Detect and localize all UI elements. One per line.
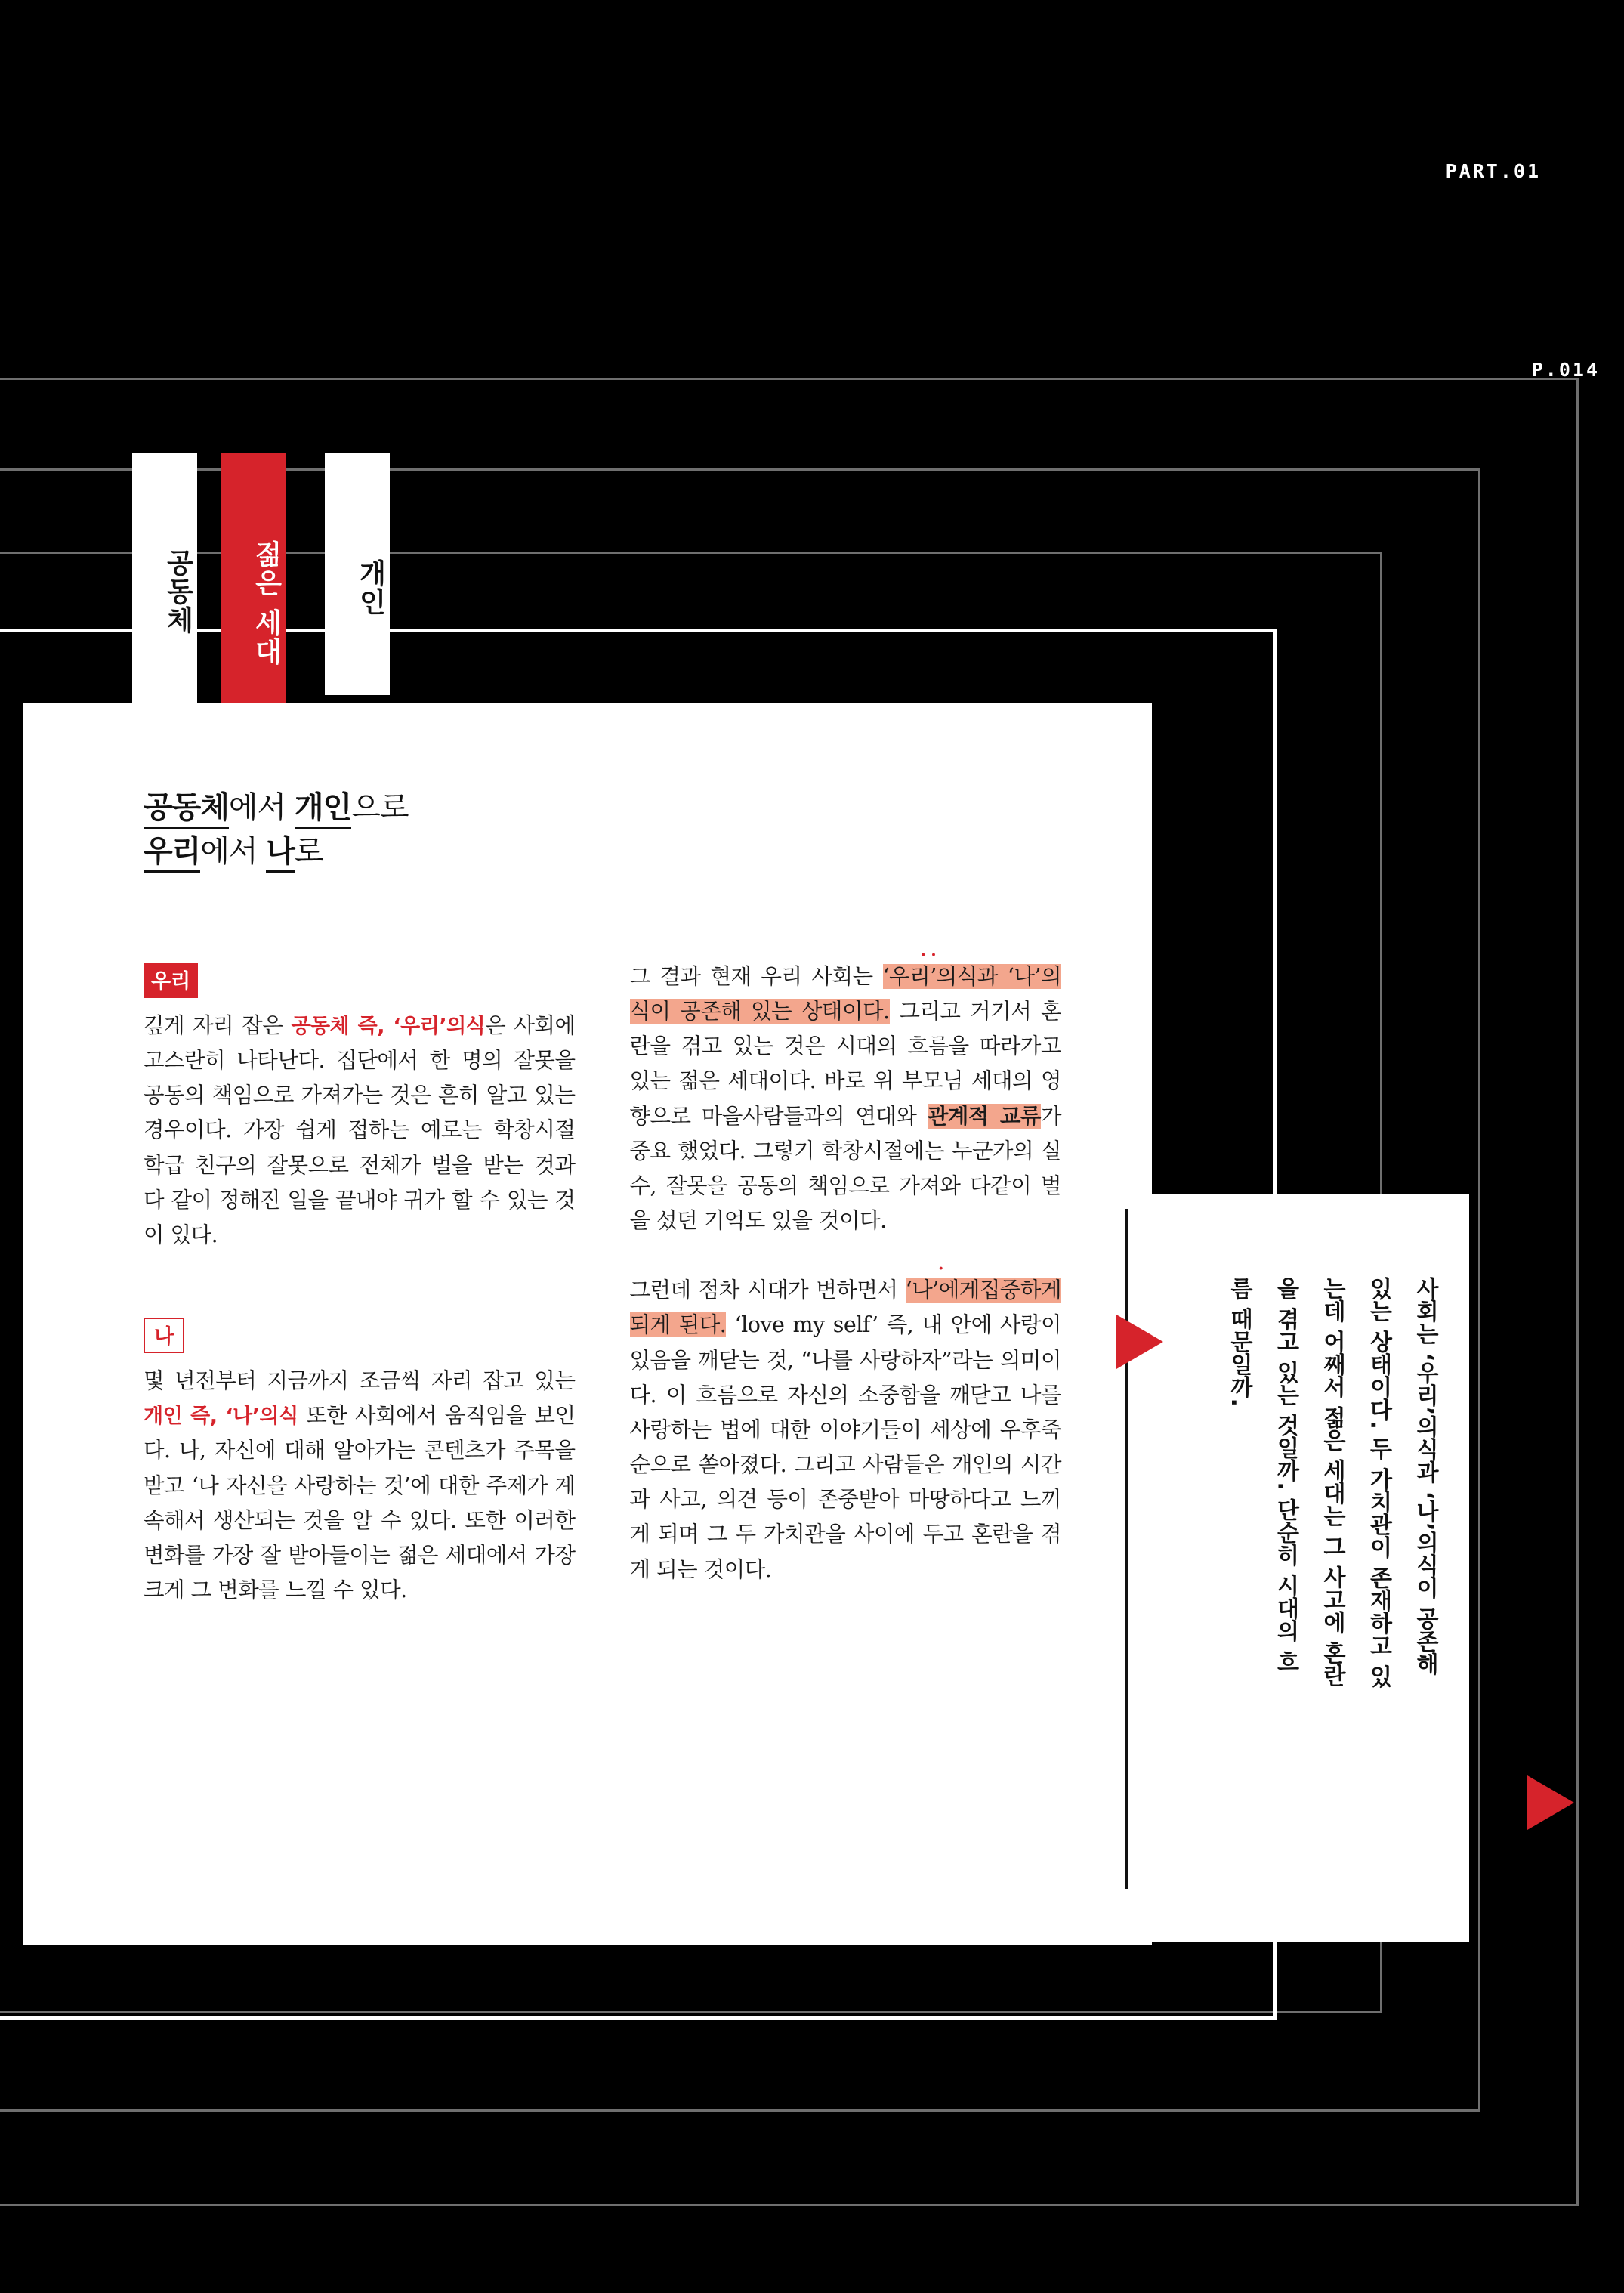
white-frame-line-bottom bbox=[0, 2016, 1277, 2020]
quote-line-4: 을 겪고 있는 것일까. 단순히 시대의 흐 bbox=[1272, 1277, 1299, 1673]
para-focus-a: 그런데 점차 시대가 변하면서 bbox=[629, 1278, 906, 1303]
quote-line-3: 는데 어째서 젊은 세대는 그 사고에 혼란 bbox=[1319, 1277, 1345, 1687]
quote-line-1: 사회는 ‘우리’의식과 ‘나’의식이 공존해 bbox=[1412, 1277, 1438, 1675]
part-label: PART.01 bbox=[1445, 160, 1541, 182]
para-we-emphasis: 공동체 즉, ‘우리’의식 bbox=[291, 1015, 486, 1038]
frame-line-vertical-right2 bbox=[1478, 468, 1480, 2112]
para-focus-highlight-1: ‘나’에게 · bbox=[906, 1278, 980, 1303]
paragraph-me bbox=[144, 1364, 576, 1608]
section-tag-we: 우리 bbox=[144, 963, 198, 998]
para-me-emphasis: 개인 즉, ‘나’의식 bbox=[144, 1405, 298, 1429]
headline-keyword-me: 나 bbox=[266, 834, 295, 873]
headline-line-2 bbox=[144, 830, 1061, 873]
para-coex-highlight-2: 과 ‘나’의식이 공존해 있는 상태이다. bbox=[629, 964, 1061, 1024]
headline-keyword-individual: 개인 bbox=[295, 790, 351, 829]
pull-quote-panel bbox=[1152, 1194, 1469, 1942]
paragraph-coexistence bbox=[630, 960, 1062, 1238]
frame-line-vertical-right bbox=[1576, 378, 1579, 2206]
paragraph-we bbox=[144, 1009, 576, 1253]
column-divider bbox=[1125, 1209, 1128, 1889]
para-coex-a: 그 결과 현재 우리 사회는 bbox=[629, 964, 883, 989]
triangle-marker-bottom bbox=[1527, 1775, 1574, 1830]
tab-young-generation[interactable]: 젊은 세대 bbox=[221, 453, 286, 725]
headline-text-3: 에서 bbox=[200, 834, 267, 869]
headline-keyword-community: 공동체 bbox=[144, 790, 229, 829]
section-tag-me: 나 bbox=[144, 1318, 184, 1353]
headline-keyword-we: 우리 bbox=[144, 834, 200, 873]
left-column bbox=[144, 963, 576, 1642]
paragraph-focus-on-me bbox=[630, 1273, 1062, 1587]
para-coex-c: 가 중요 했었다. 그렇기 학창시절에는 누군가의 실수, 잘못을 공동의 책임으로 가져와 다같이 벌을 섰던 기억도 있을 것이다. bbox=[629, 1103, 1061, 1234]
tab-individual[interactable]: 개인 bbox=[325, 453, 390, 695]
quote-line-2: 있는 상태이다. 두 가치관이 존재하고 있 bbox=[1365, 1277, 1392, 1688]
article-card bbox=[23, 703, 1152, 1945]
para-coex-highlight-3: 관계적 교류 bbox=[927, 1103, 1041, 1129]
headline-line-1 bbox=[144, 786, 1061, 830]
triangle-marker-top bbox=[1116, 1315, 1163, 1369]
page-title bbox=[144, 786, 1061, 873]
page-number: P.014 bbox=[1531, 359, 1600, 381]
headline-text-1: 에서 bbox=[228, 790, 295, 825]
headline-text-2: 으로 bbox=[351, 790, 409, 825]
pull-quote-text bbox=[1216, 1277, 1449, 1889]
quote-line-5: 름 때문일까. bbox=[1226, 1277, 1252, 1407]
tab-community[interactable]: 공동체 bbox=[132, 453, 197, 703]
right-column bbox=[630, 963, 1062, 1642]
para-coex-highlight-1: ‘우리’의식 ·· bbox=[883, 964, 977, 989]
para-focus-highlight-2: 집중하게 되게 된다. bbox=[629, 1278, 1061, 1338]
para-me-text-before: 몇 년전부터 지금까지 조금씩 자리 잡고 있는 bbox=[144, 1368, 576, 1394]
frame-line-top3 bbox=[0, 552, 1382, 554]
para-we-text-after: 은 사회에 고스란히 나타난다. 집단에서 한 명의 잘못을 공동의 책임으로 가져가는 것은 흔히 알고 있는 경우이다. 가장 쉽게 접하는 예로는 학창시절 학급 친구의 잘못으로 전체가 벌을 받는 것과 다 같이 정해진 일을 끝내야 귀가 할 수 있는 것이 있다. bbox=[144, 1013, 576, 1247]
para-focus-b: ‘love my self’ 즉, 내 안에 사랑이 있음을 깨닫는 것, “나를 사랑하자”라는 의미이다. 이 흐름으로 자신의 소중함을 깨닫고 나를 사랑하는 법에 대한 이야기들이 세상에 우후죽순으로 쏟아졌다. 그리고 사람들은 개인의 시간과 사고, 의견 등이 존중받아 마땅하다고 느끼게 되며 그 두 가치관을 사이에 두고 혼란을 겪게 되는 것이다. bbox=[629, 1312, 1062, 1582]
body-columns bbox=[144, 963, 1061, 1642]
para-coex-b: 그리고 거기서 혼란을 겪고 있는 것은 시대의 흐름을 따라가고 있는 젊은 세대이다. 바로 위 부모님 세대의 영향으로 마을사람들과의 연대와 bbox=[629, 999, 1061, 1129]
headline-text-4: 로 bbox=[294, 834, 323, 869]
frame-line-top bbox=[0, 378, 1579, 380]
frame-line-bottom3 bbox=[0, 2011, 1382, 2013]
frame-line-bottom bbox=[0, 2204, 1579, 2206]
para-we-text-before: 깊게 자리 잡은 bbox=[144, 1013, 292, 1038]
frame-line-bottom2 bbox=[0, 2109, 1480, 2112]
para-me-text-after: 또한 사회에서 움직임을 보인다. 나, 자신에 대해 알아가는 콘텐츠가 주목을 받고 ‘나 자신을 사랑하는 것’에 대한 주제가 계속해서 생산되는 것을 알 수 있다. 또한 이러한 변화를 가장 잘 받아들이는 젊은 세대에서 가장 크게 그 변화를 느낄 수 있다. bbox=[144, 1403, 576, 1603]
